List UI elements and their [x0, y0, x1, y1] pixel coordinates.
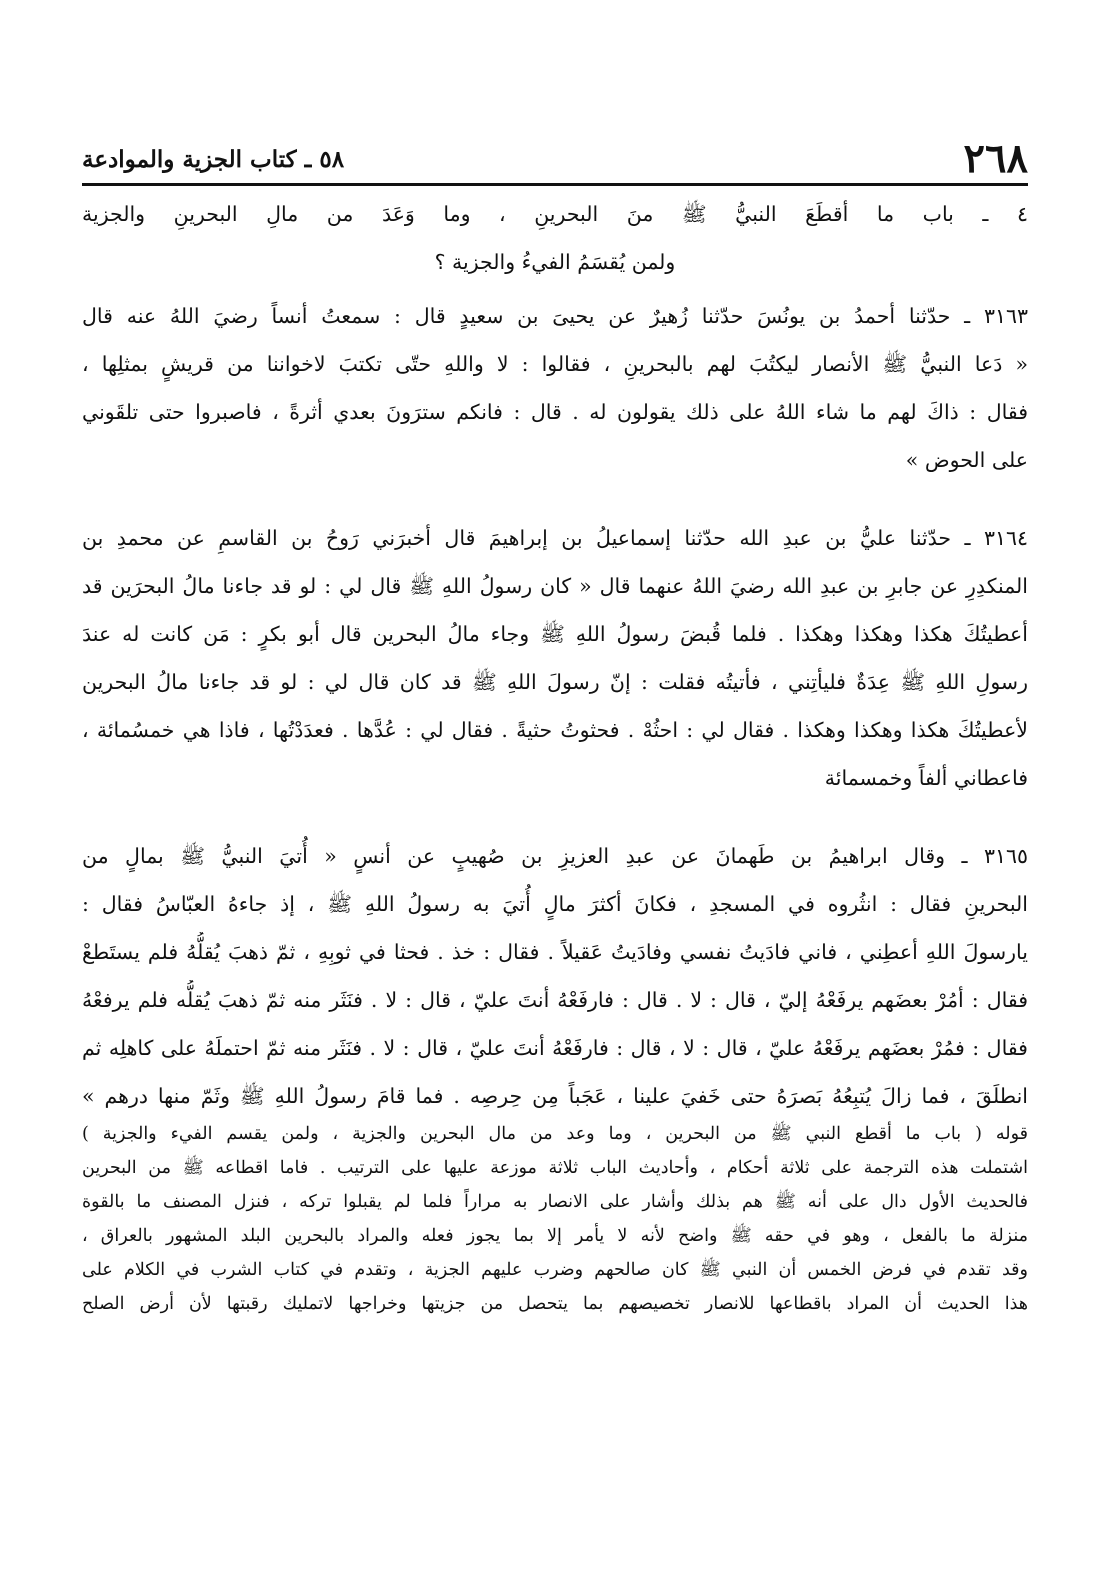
- page-header: [82, 132, 1028, 186]
- hadith-3163-line-4: على الحوض »: [905, 448, 1028, 472]
- commentary-line-1: قوله ( باب ما أقطع النبي ﷺ من البحرين ، وما وعد من مال البحرين والجزية ، ولمن يقسم الفيء والجزية ): [82, 1124, 1028, 1144]
- hadith-3164-line-4: رسولِ اللهِ ﷺ عِدَةٌ فليأتِني ، فأتيتُه فقلت : إنّ رسولَ اللهِ ﷺ قد كان قال لي : لو قد جاءنا مالُ البحرين: [82, 670, 1028, 694]
- hadith-3164-line-2: المنكدِرِ عن جابرِ بن عبدِ الله رضيَ اللهُ عنهما قال « كان رسولُ اللهِ ﷺ قال لي : لو قد جاءنا مالُ البحرَين قد: [82, 574, 1028, 598]
- chapter-heading-line-2: ولمن يُقسَمُ الفيءُ والجزية ؟: [434, 250, 676, 274]
- commentary-line-4: منزلة ما بالفعل ، وهو في حقه ﷺ واضح لأنه لا يأمر إلا بما يجوز فعله والمراد بالبحرين البلد المشهور بالعراق ،: [82, 1226, 1028, 1246]
- hadith-3165-line-4: فقال : أمُرْ بعضَهم يرفَعْهُ إليّ ، قال : لا . قال : فارفَعْهُ أنتَ عليّ ، قال : لا . فنَثَر منه ثمّ ذهبَ يُقلُّه فلم يرفعْهُ: [82, 988, 1028, 1012]
- hadith-3164-line-3: أعطيتُكَ هكذا وهكذا وهكذا . فلما قُبضَ رسولُ اللهِ ﷺ وجاء مالُ البحرين قال أبو بكرٍ : مَن كانت له عندَ: [82, 622, 1028, 646]
- commentary-line-3: فالحديث الأول دال على أنه ﷺ هم بذلك وأشار على الانصار به مراراً فلما لم يقبلوا تركه ، فنزل المصنف ما بالقوة: [82, 1192, 1028, 1212]
- commentary-line-5: وقد تقدم في فرض الخمس أن النبي ﷺ كان صالحهم وضرب عليهم الجزية ، وتقدم في كتاب الشرب في الكلام على: [82, 1260, 1028, 1280]
- hadith-3164-line-1: ٣١٦٤ ـ حدّثنا عليُّ بن عبدِ الله حدّثنا إسماعيلُ بن إبراهيمَ قال أخبرَني رَوحُ بن القاسمِ عن محمدِ بن: [82, 526, 1028, 550]
- hadith-3165-line-5: فقال : فمُرْ بعضَهم يرفَعْهُ عليّ ، قال : لا ، قال : فارفَعْهُ أنتَ عليّ ، قال : لا . فنَثَر منه ثمّ احتملَهُ على كاهلِه ثم: [82, 1036, 1028, 1060]
- hadith-3165-line-1: ٣١٦٥ ـ وقال ابراهيمُ بن طَهمانَ عن عبدِ العزيزِ بن صُهيبٍ عن أنسٍ « أُتيَ النبيُّ ﷺ بمالٍ من: [82, 844, 1028, 868]
- hadith-3165-line-3: يارسولَ اللهِ أعطِني ، فاني فادَيتُ نفسي وفادَيتُ عَقيلاً . فقال : خذ . فحثا في ثوبِهِ ، ثمّ ذهبَ يُقلُّهُ فلم يستَطعْ: [82, 940, 1028, 964]
- header-rule: [82, 183, 1028, 186]
- hadith-3165-line-6: انطلَقَ ، فما زالَ يُتبِعُهُ بَصرَهُ حتى خَفيَ علينا ، عَجَباً مِن حِرصِه . فما قامَ رسولُ اللهِ ﷺ وثَمّ منها درهم »: [82, 1084, 1028, 1108]
- hadith-3164-line-6: فاعطاني ألفاً وخمسمائة: [824, 766, 1028, 790]
- hadith-3165-line-2: البحرينِ فقال : انثُروه في المسجدِ ، فكانَ أكثرَ مالٍ أُتيَ به رسولُ اللهِ ﷺ ، إذ جاءهُ العبّاسُ فقال :: [82, 892, 1028, 916]
- hadith-3164-line-5: لأعطيتُكَ هكذا وهكذا وهكذا . فقال لي : احثُهْ . فحثوتُ حثيةً . فقال لي : عُدَّها . فعدَدْتُها ، فاذا هي خمسُمائة ،: [82, 718, 1028, 742]
- running-title: ٥٨ ـ كتاب الجزية والموادعة: [82, 146, 345, 173]
- page-number: ٢٦٨: [963, 135, 1028, 182]
- hadith-3163-line-2: « دَعا النبيُّ ﷺ الأنصار ليكتُبَ لهم بالبحرينِ ، فقالوا : لا واللهِ حتّى تكتبَ لاخواننا من قريشٍ بمثلِها ،: [82, 352, 1028, 376]
- hadith-3163-line-1: ٣١٦٣ ـ حدّثنا أحمدُ بن يونُسَ حدّثنا زُهيرٌ عن يحيىَ بن سعيدٍ قال : سمعتُ أنساً رضيَ اللهُ عنه قال: [82, 304, 1028, 328]
- commentary-line-2: اشتملت هذه الترجمة على ثلاثة أحكام ، وأحاديث الباب ثلاثة موزعة عليها على الترتيب . فاما اقطاعه ﷺ من البحرين: [82, 1158, 1028, 1178]
- commentary-line-6: هذا الحديث أن المراد باقطاعها للانصار تخصيصهم بما يتحصل من جزيتها وخراجها لاتمليك رقبتها لأن أرض الصلح: [82, 1294, 1028, 1314]
- chapter-heading-line-1: ٤ ـ باب ما أقطَعَ النبيُّ ﷺ منَ البحرينِ ، وما وَعَدَ من مالِ البحرينِ والجزية: [82, 202, 1028, 226]
- hadith-3163-line-3: فقال : ذاكَ لهم ما شاء اللهُ على ذلك يقولون له . قال : فانكم سترَونَ بعدي أثرةً ، فاصبروا حتى تلقَوني: [82, 400, 1028, 424]
